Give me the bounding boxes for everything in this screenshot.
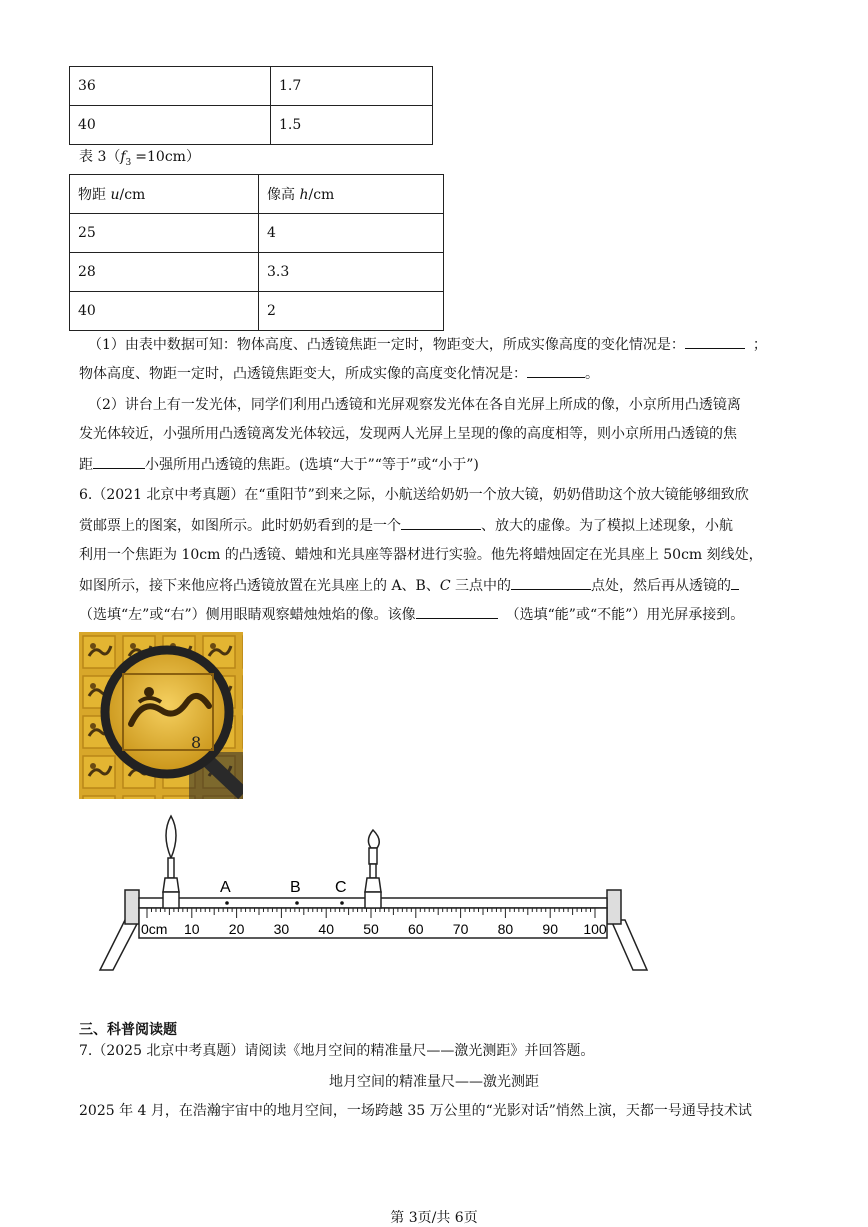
caption-var: f xyxy=(120,149,126,165)
header-var: u xyxy=(110,187,120,203)
answer-blank[interactable] xyxy=(527,363,585,378)
answer-blank[interactable] xyxy=(416,604,498,619)
q6-line-3: 利用一个焦距为 10cm 的凸透镜、蜡烛和光具座等器材进行实验。他先将蜡烛固定在光具座上 50cm 刻线处， xyxy=(79,547,763,563)
header-var: h xyxy=(299,187,309,203)
article-paragraph: 2025 年 4 月，在浩瀚宇宙中的地月空间，一场跨越 35 万公里的“光影对话”悄然上演，天都一号通导技术试 xyxy=(79,1103,752,1119)
q5-line-2 xyxy=(79,363,599,384)
caption-sub: 3 xyxy=(125,157,132,168)
table-cell: 1.7 xyxy=(271,67,433,106)
text: （1）由表中数据可知：物体高度、凸透镜焦距一定时，物距变大，所成实像高度的变化情况是： xyxy=(88,337,685,353)
caption-text: 表 3（ xyxy=(79,149,121,165)
q7-line: 7.（2025 北京中考真题）请阅读《地月空间的精准量尺——激光测距》并回答题。 xyxy=(79,1043,595,1059)
scale-label: 10 xyxy=(184,921,200,937)
text: C xyxy=(439,578,451,594)
q5-line-5 xyxy=(79,454,479,475)
scale-label: 40 xyxy=(318,921,334,937)
scale-label: 90 xyxy=(542,921,558,937)
table-cell: 36 xyxy=(70,67,271,106)
convex-lens xyxy=(166,816,176,858)
text: （选填“左”或“右”）侧用眼睛观察蜡烛烛焰的像。该像 xyxy=(79,607,416,623)
table-cell: 3.3 xyxy=(259,253,444,292)
bench-end-left xyxy=(125,890,139,924)
q5-line-3: （2）讲台上有一发光体，同学们利用凸透镜和光屏观察发光体在各自光屏上所成的像，小京所用凸透镜离 xyxy=(88,397,741,413)
table-row xyxy=(70,214,444,253)
table-header-cell xyxy=(70,175,259,214)
text: ； xyxy=(752,337,767,353)
table-header-row xyxy=(70,175,444,214)
point-c-label: C xyxy=(335,879,347,896)
answer-blank[interactable] xyxy=(685,334,745,349)
point-b-marker xyxy=(295,901,299,905)
q6-line-1: 6.（2021 北京中考真题）在“重阳节”到来之际，小航送给奶奶一个放大镜，奶奶借助这个放大镜能够细致欣 xyxy=(79,487,749,503)
bench-leg-right xyxy=(611,920,647,970)
stamp-digit: 8 xyxy=(191,733,202,752)
table3-caption xyxy=(79,146,200,168)
table-row xyxy=(70,106,433,145)
text: 小强所用凸透镜的焦距。(选填“大于”“等于”或“小于”) xyxy=(145,457,479,473)
text: 三点中的 xyxy=(450,578,512,594)
text: 。 xyxy=(585,366,599,382)
text: 物体高度、物距一定时，凸透镜焦距变大，所成实像的高度变化情况是： xyxy=(79,366,527,382)
text: 点处，然后再从透镜的 xyxy=(591,578,732,594)
data-table-3 xyxy=(69,174,444,331)
table-cell: 28 xyxy=(70,253,259,292)
table-row xyxy=(70,292,444,331)
candle xyxy=(369,848,377,864)
header-label: 物距 xyxy=(78,187,111,203)
scale-label: 50 xyxy=(363,921,379,937)
q6-line-5 xyxy=(79,604,744,625)
point-a-marker xyxy=(225,901,229,905)
text: 、放大的虚像。为了模拟上述现象，小航 xyxy=(481,518,733,534)
stamp-magnifier-photo xyxy=(79,632,243,799)
q5-line-4: 发光体较近，小强所用凸透镜离发光体较远，发现两人光屏上呈现的像的高度相等，则小京所用凸透镜的焦 xyxy=(79,426,737,442)
table-cell: 1.5 xyxy=(271,106,433,145)
table-cell: 25 xyxy=(70,214,259,253)
table-cell: 4 xyxy=(259,214,444,253)
scale-label: 100 xyxy=(583,921,607,937)
table-row xyxy=(70,67,433,106)
lens-holder xyxy=(163,816,179,908)
scale-label: 80 xyxy=(497,921,514,937)
scale-label: 70 xyxy=(452,921,469,937)
q5-line-1 xyxy=(88,334,767,355)
scale-label: 20 xyxy=(228,921,245,937)
caption-text: =10cm） xyxy=(135,149,200,165)
q6-line-2 xyxy=(79,515,733,536)
optical-bench-diagram xyxy=(95,812,655,977)
table-cell: 2 xyxy=(259,292,444,331)
data-table-top xyxy=(69,66,433,145)
table-header-cell xyxy=(259,175,444,214)
point-a-label: A xyxy=(220,879,231,896)
candle-flame xyxy=(368,830,379,848)
text: 如图所示，接下来他应将凸透镜放置在光具座上的 A、B、 xyxy=(79,578,440,594)
text: （选填“能”或“不能”）用光屏承接到。 xyxy=(505,607,745,623)
header-label: 像高 xyxy=(267,187,300,203)
answer-blank[interactable] xyxy=(401,515,481,530)
scale-label: 30 xyxy=(273,921,290,937)
point-b-label: B xyxy=(290,879,301,896)
header-unit: /cm xyxy=(119,187,146,203)
text: 距 xyxy=(79,457,93,473)
text: 赏邮票上的图案，如图所示。此时奶奶看到的是一个 xyxy=(79,518,401,534)
table-cell: 40 xyxy=(70,106,271,145)
scale-label: 0cm xyxy=(141,921,168,937)
answer-blank[interactable] xyxy=(731,575,739,590)
scale-label: 60 xyxy=(408,921,424,937)
bench-end-right xyxy=(607,890,621,924)
section-heading: 三、科普阅读题 xyxy=(79,1022,177,1038)
answer-blank[interactable] xyxy=(511,575,591,590)
header-unit: /cm xyxy=(308,187,335,203)
point-c-marker xyxy=(340,901,344,905)
table-cell: 40 xyxy=(70,292,259,331)
article-title: 地月空间的精准量尺——激光测距 xyxy=(329,1074,539,1090)
q6-line-4 xyxy=(79,575,739,596)
candle-holder xyxy=(365,830,381,908)
answer-blank[interactable] xyxy=(93,454,145,469)
table-row xyxy=(70,253,444,292)
bench-leg-left xyxy=(100,920,139,970)
page-footer: 第 3页/共 6页 xyxy=(390,1210,478,1226)
